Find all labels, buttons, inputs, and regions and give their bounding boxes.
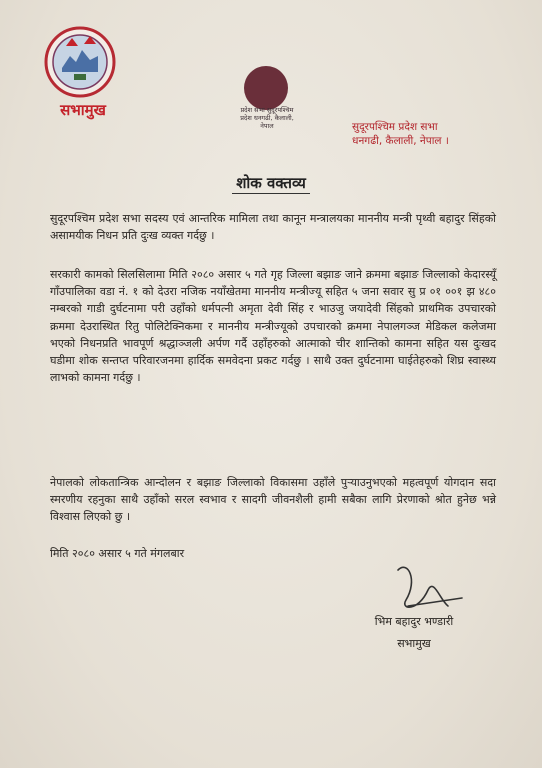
signer-name: भिम बहादुर भण्डारी bbox=[374, 615, 454, 628]
document-date: मिति २०८० असार ५ गते मंगलबार bbox=[50, 547, 185, 560]
assembly-emblem-icon bbox=[44, 26, 116, 98]
paragraph-contribution: नेपालको लोकतान्त्रिक आन्दोलन र बझाङ जिल्लाको विकासमा उहाँले पुऱ्याउनुभएको महत्वपूर्ण योगदान सदा स्मरणीय रहनुका साथै उहाँको सरल स्वभाव र सादगी जीवनशैली हामी सबैका लागि प्रेरणाको श्रोत हुनेछ भन्ने विश्वास लिएको छु । bbox=[50, 476, 496, 524]
organization-address bbox=[352, 120, 492, 148]
speaker-caption: सभामुख bbox=[60, 101, 106, 119]
paragraph-accident-details: सरकारी कामको सिलसिलामा मिति २०८० असार ५ गते गृह जिल्ला बझाङ जाने क्रममा बझाङ जिल्लाको केदारस्यूँ गाँउपालिका वडा नं. १ को देउरा नजिक नयाँखेतमा माननीय मन्त्रीज्यू सहित ५ जना सवार सु प्र ०१ ००१ झ ४८० नम्बरको गाडी दुर्घटनामा परी उहाँको धर्मपत्नी अमृता देवी सिंह र भाउजु जयादेवी सिंहको प्राथमिक उपचारको क्रममा देउरास्थित रितु पोलिटेक्निकमा र माननीय मन्त्रीज्यूको उपचारको क्रममा नेपालगञ्ज मेडिकल कलेजमा भएको निधनप्रति भावपूर्ण श्रद्धाञ्जली अर्पण गर्दै उहाँहरुको आत्माको चीर शान्तिको कामना सहित यस दुःखद घडीमा शोक सन्तप्त परिवारजनमा हार्दिक समवेदना प्रकट गर्दछु । साथै उक्त दुर्घटनामा घाईतेहरुको शिघ्र स्वास्थ्य लाभको कामना गर्दछु । bbox=[50, 268, 496, 385]
organization-name: सुदूरपश्चिम प्रदेश सभा bbox=[352, 121, 438, 133]
seal-emblem-icon bbox=[244, 66, 288, 110]
organization-location: धनगढी, कैलाली, नेपाल । bbox=[352, 135, 449, 147]
document-title-text: शोक वक्तव्य bbox=[232, 174, 310, 194]
paragraph-condolence: सुदूरपश्चिम प्रदेश सभा सदस्य एवं आन्तरिक मामिला तथा कानून मन्त्रालयका माननीय मन्त्री पृथ्वी बहादुर सिंहको असामयीक निधन प्रति दुःख व्यक्त गर्दछु । bbox=[50, 212, 496, 243]
seal-text: प्रदेश सभा सुदूरपश्चिम प्रदेश धनगढी, कैलाली, नेपाल bbox=[240, 106, 294, 130]
assembly-seal bbox=[236, 66, 298, 142]
signer-title: सभामुख bbox=[397, 637, 431, 650]
document-title bbox=[0, 173, 542, 193]
